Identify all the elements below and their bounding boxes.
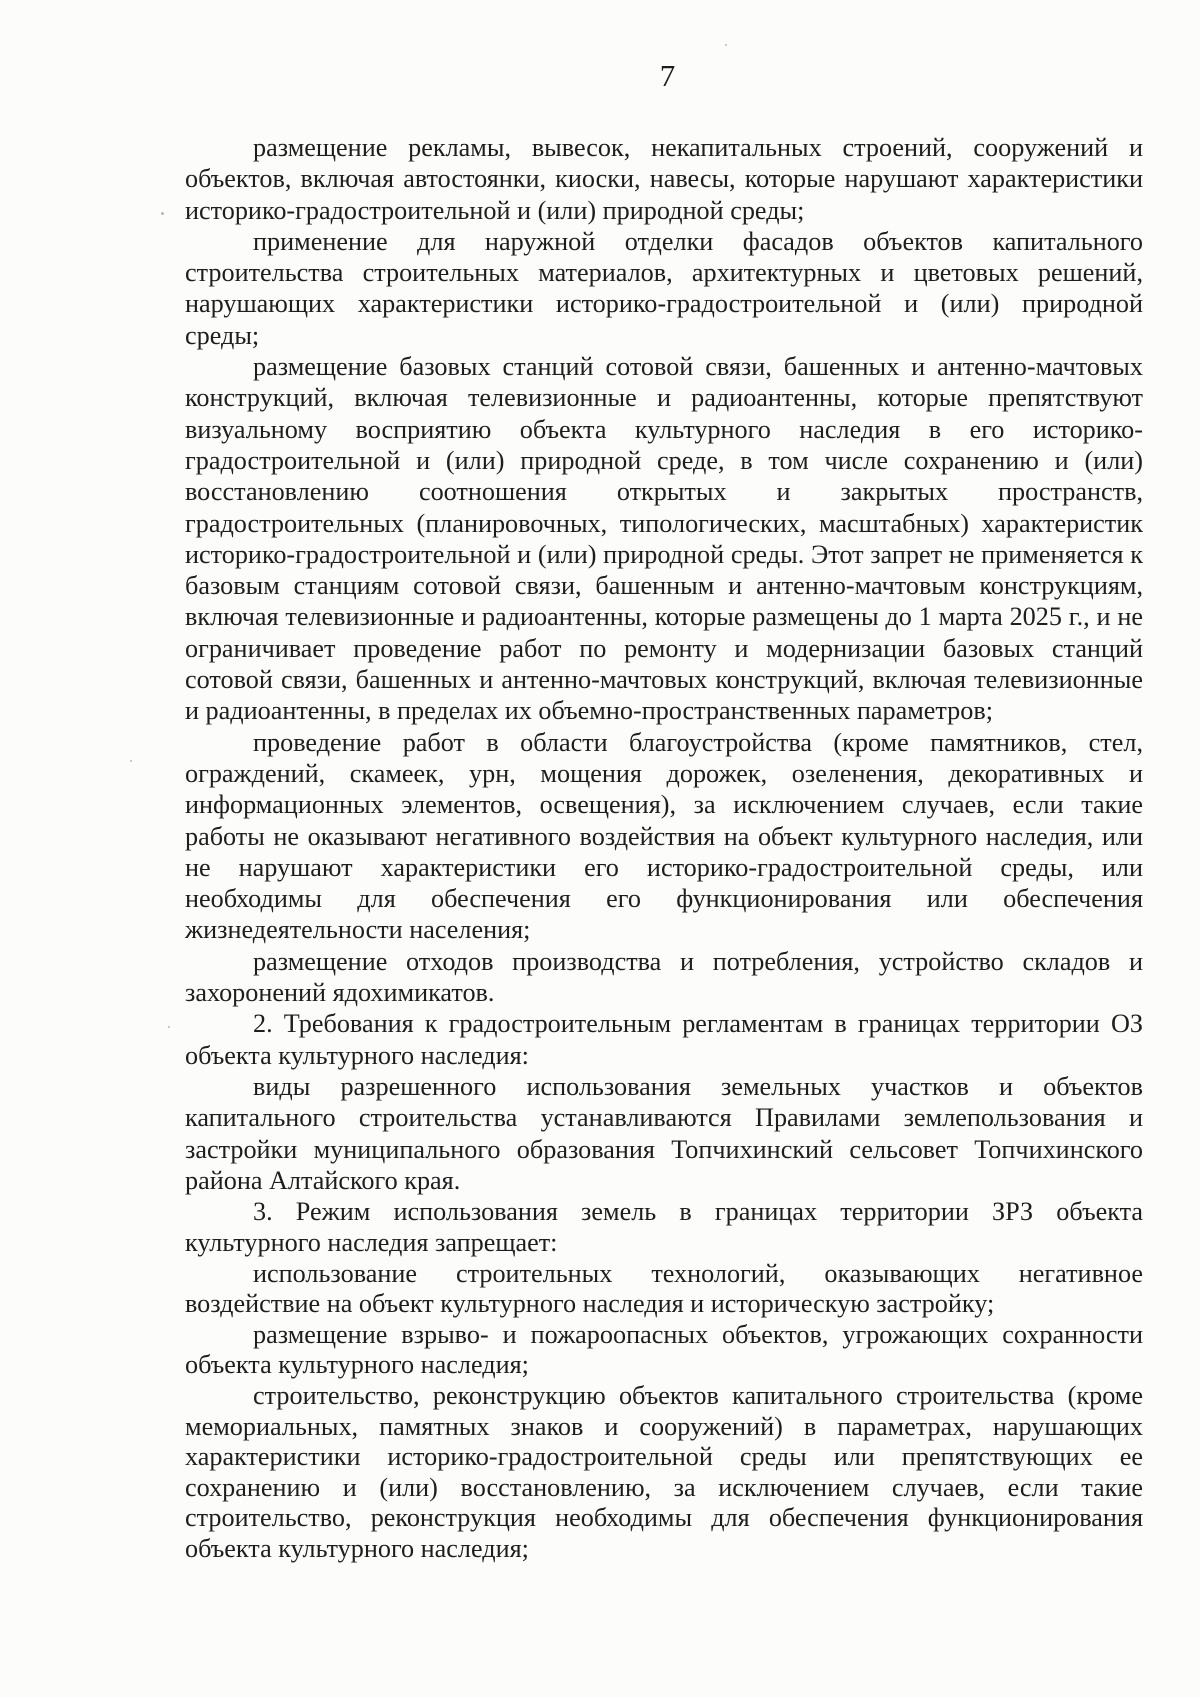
scan-speck	[168, 1026, 170, 1028]
paragraph-facade-materials-ban: применение для наружной отделки фасадов объектов капитального строительства строительных материалов, архитектурных и цветовых решений, нарушающих характеристики историко-градостроительной и (или) природной среды;	[185, 226, 1143, 350]
page-number: 7	[659, 58, 676, 93]
document-body	[185, 132, 1143, 1565]
paragraph-section-3-heading: 3. Режим использования земель в границах территории ЗРЗ объекта культурного наследия запрещает:	[185, 1197, 1143, 1258]
paragraph-explosive-objects-ban: размещение взрыво- и пожароопасных объектов, угрожающих сохранности объекта культурного наследия;	[185, 1319, 1143, 1380]
paragraph-cellular-stations-ban: размещение базовых станций сотовой связи, башенных и антенно-мачтовых конструкций, включая телевизионные и радиоантенны, которые препятствуют визуальному восприятию объекта культурного наследия в его историко-градостроительной и (или) природной среде, в том числе сохранению и (или) восстановлению соотношения открытых и закрытых пространств, градостроительных (планировочных, типологических, масштабных) характеристик историко-градостроительной и (или) природной среды. Этот запрет не применяется к базовым станциям сотовой связи, башенным и антенно-мачтовым конструкциям, включая телевизионные и радиоантенны, которые размещены до 1 марта 2025 г., и не ограничивает проведение работ по ремонту и модернизации базовых станций сотовой связи, башенных и антенно-мачтовых конструкций, включая телевизионные и радиоантенны, в пределах их объемно-пространственных параметров;	[185, 352, 1143, 726]
scan-speck	[725, 44, 727, 46]
scan-speck	[130, 760, 132, 762]
paragraph-section-2-heading: 2. Требования к градостроительным регламентам в границах территории ОЗ объекта культурного наследия:	[185, 1009, 1143, 1070]
paragraph-construction-ban: строительство, реконструкцию объектов капитального строительства (кроме мемориальных, памятных знаков и сооружений) в параметрах, нарушающих характеристики историко-градостроительной среды или препятствующих ее сохранению и (или) восстановлению, за исключением случаев, если такие строительство, реконструкция необходимы для обеспечения функционирования объекта культурного наследия;	[185, 1381, 1143, 1564]
paragraph-land-use-types: виды разрешенного использования земельных участков и объектов капитального строительства устанавливаются Правилами землепользования и застройки муниципального образования Топчихинский сельсовет Топчихинского района Алтайского края.	[185, 1071, 1143, 1195]
paragraph-construction-tech-ban: использование строительных технологий, оказывающих негативное воздействие на объект культурного наследия и историческую застройку;	[185, 1258, 1143, 1319]
paragraph-landscaping-ban: проведение работ в области благоустройства (кроме памятников, стел, ограждений, скамеек, урн, мощения дорожек, озеленения, декоративных и информационных элементов, освещения), за исключением случаев, если такие работы не оказывают негативного воздействия на объект культурного наследия, или не нарушают характеристики его историко-градостроительной среды, или необходимы для обеспечения его функционирования или обеспечения жизнедеятельности населения;	[185, 727, 1143, 945]
paragraph-waste-ban: размещение отходов производства и потребления, устройство складов и захоронений ядохимикатов.	[185, 946, 1143, 1008]
paragraph-advertising-ban: размещение рекламы, вывесок, некапитальных строений, сооружений и объектов, включая автостоянки, киоски, навесы, которые нарушают характеристики историко-градостроительной и (или) природной среды;	[185, 133, 1143, 225]
scan-speck	[161, 212, 164, 215]
